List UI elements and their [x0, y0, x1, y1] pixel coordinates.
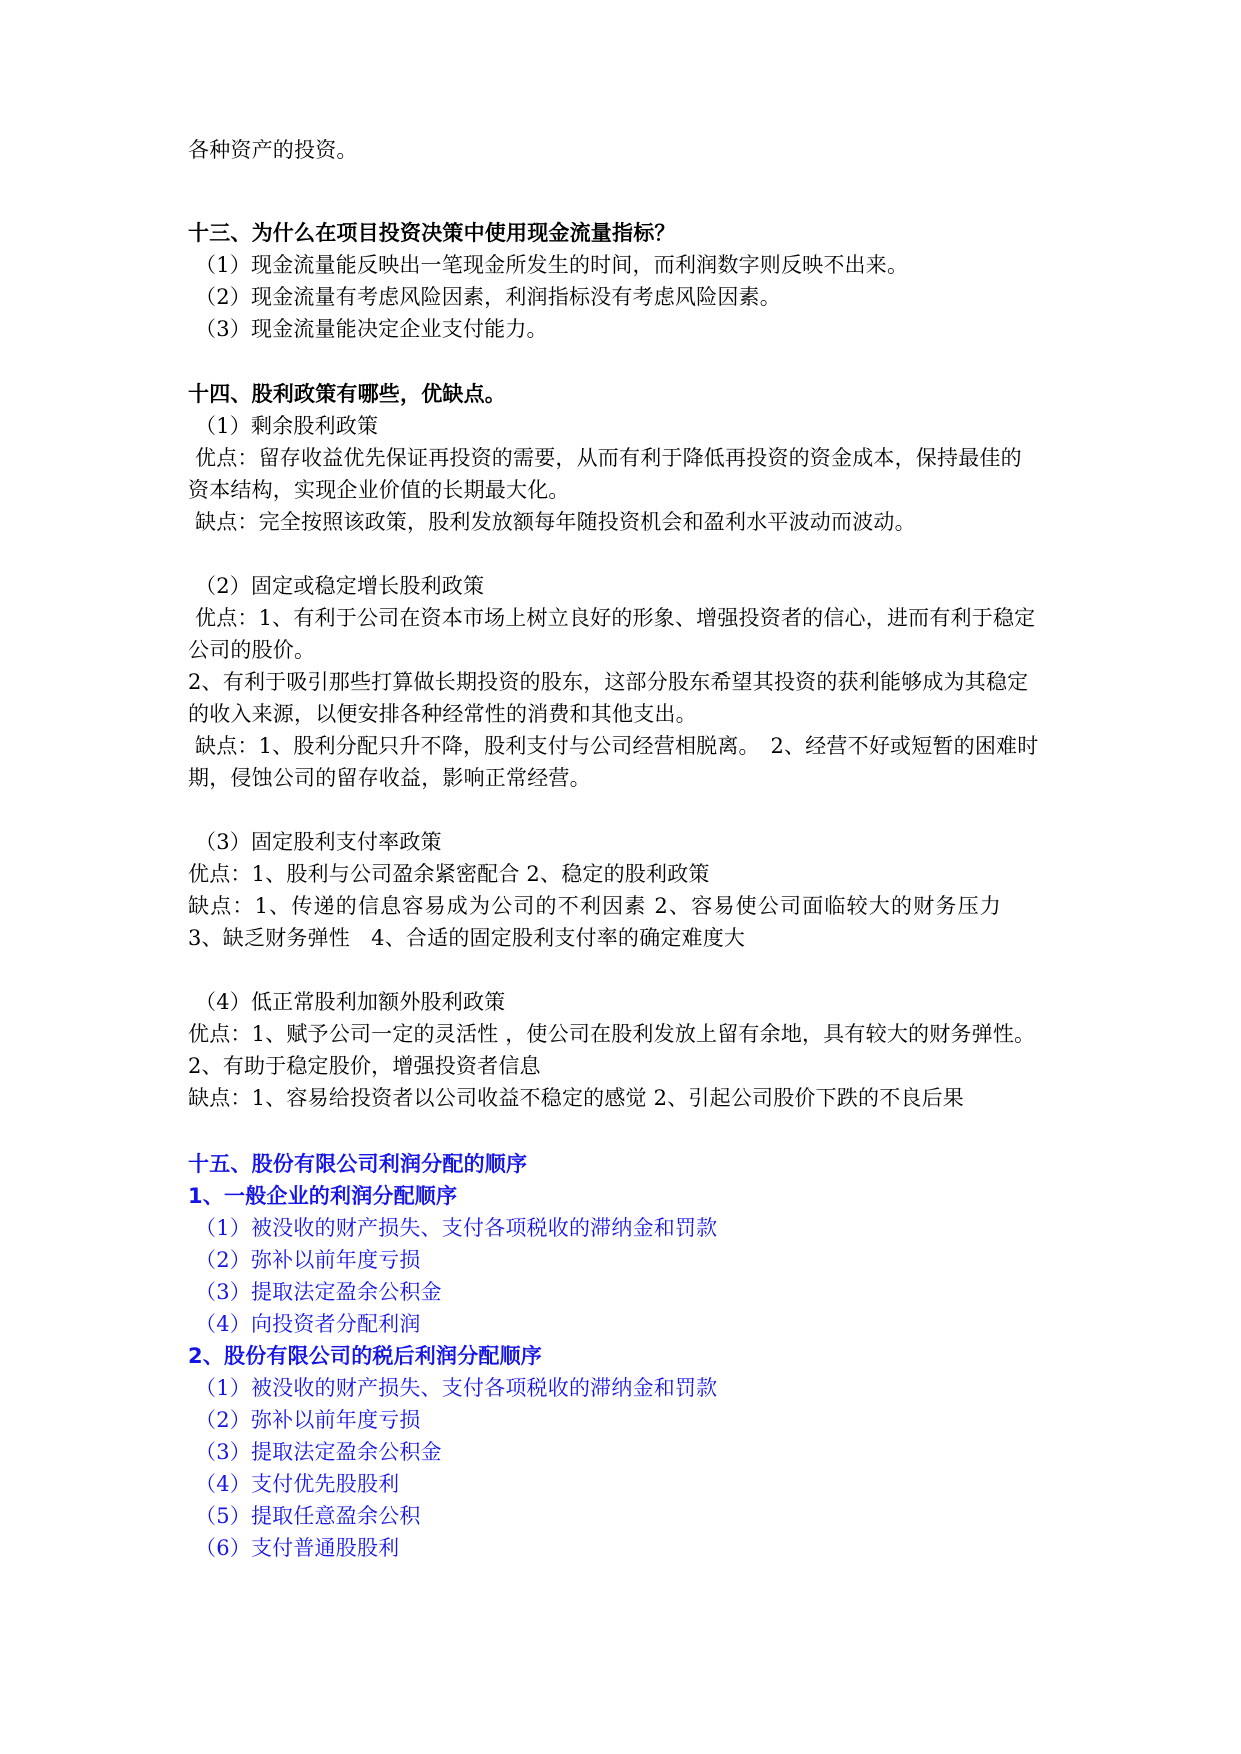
- text-line: 3、缺乏财务弹性 4、合适的固定股利支付率的确定难度大: [188, 926, 746, 950]
- list-item: （2）弥补以前年度亏损: [195, 1248, 421, 1272]
- text-line: 期，侵蚀公司的留存收益，影响正常经营。: [188, 766, 591, 790]
- text-line: 缺点：完全按照该政策，股利发放额每年随投资机会和盈利水平波动而波动。: [195, 510, 916, 534]
- subsection-title: （1）剩余股利政策: [195, 414, 379, 438]
- text-line: 2、有助于稳定股价，增强投资者信息: [188, 1054, 541, 1078]
- list-item: （4）向投资者分配利润: [195, 1312, 421, 1336]
- text-line: 2、有利于吸引那些打算做长期投资的股东，这部分股东希望其投资的获利能够成为其稳定: [188, 670, 1029, 694]
- text-line: 各种资产的投资。: [188, 138, 358, 162]
- list-item: （4）支付优先股股利: [195, 1472, 400, 1496]
- text-line: 优点：1、有利于公司在资本市场上树立良好的形象、增强投资者的信心，进而有利于稳定: [195, 606, 1036, 630]
- list-item: （6）支付普通股股利: [195, 1536, 400, 1560]
- list-item: （1）被没收的财产损失、支付各项税收的滞纳金和罚款: [195, 1376, 718, 1400]
- section-heading-15: 十五、股份有限公司利润分配的顺序: [188, 1152, 528, 1176]
- subsection-title: （2）固定或稳定增长股利政策: [195, 574, 485, 598]
- subsection-heading: 1、一般企业的利润分配顺序: [188, 1184, 458, 1208]
- text-line: 优点：1、赋予公司一定的灵活性 ，使公司在股利发放上留有余地，具有较大的财务弹性。: [188, 1022, 1036, 1046]
- subsection-title: （3）固定股利支付率政策: [195, 830, 442, 854]
- section-heading-14: 十四、股利政策有哪些，优缺点。: [188, 382, 506, 406]
- list-item: （2）现金流量有考虑风险因素，利润指标没有考虑风险因素。: [195, 285, 781, 309]
- list-item: （2）弥补以前年度亏损: [195, 1408, 421, 1432]
- list-item: （1）被没收的财产损失、支付各项税收的滞纳金和罚款: [195, 1216, 718, 1240]
- subsection-heading: 2、股份有限公司的税后利润分配顺序: [188, 1344, 543, 1368]
- text-line: 的收入来源，以便安排各种经常性的消费和其他支出。: [188, 702, 697, 726]
- list-item: （1）现金流量能反映出一笔现金所发生的时间，而利润数字则反映不出来。: [195, 253, 909, 277]
- text-line: 缺点：1、传递的信息容易成为公司的不利因素 2、容易使公司面临较大的财务压力: [188, 894, 1002, 918]
- text-line: 缺点：1、股利分配只升不降，股利支付与公司经营相脱离。 2、经营不好或短暂的困难时: [195, 734, 1039, 758]
- text-line: 资本结构，实现企业价值的长期最大化。: [188, 478, 570, 502]
- section-heading-13: 十三、为什么在项目投资决策中使用现金流量指标？: [188, 221, 676, 245]
- text-line: 公司的股价。: [188, 638, 316, 662]
- subsection-title: （4）低正常股利加额外股利政策: [195, 990, 506, 1014]
- text-line: 缺点：1、容易给投资者以公司收益不稳定的感觉 2、引起公司股价下跌的不良后果: [188, 1086, 964, 1110]
- list-item: （3）提取法定盈余公积金: [195, 1280, 442, 1304]
- text-line: 优点：留存收益优先保证再投资的需要，从而有利于降低再投资的资金成本，保持最佳的: [195, 446, 1022, 470]
- list-item: （5）提取任意盈余公积: [195, 1504, 421, 1528]
- text-line: 优点：1、股利与公司盈余紧密配合 2、稳定的股利政策: [188, 862, 710, 886]
- list-item: （3）现金流量能决定企业支付能力。: [195, 317, 548, 341]
- list-item: （3）提取法定盈余公积金: [195, 1440, 442, 1464]
